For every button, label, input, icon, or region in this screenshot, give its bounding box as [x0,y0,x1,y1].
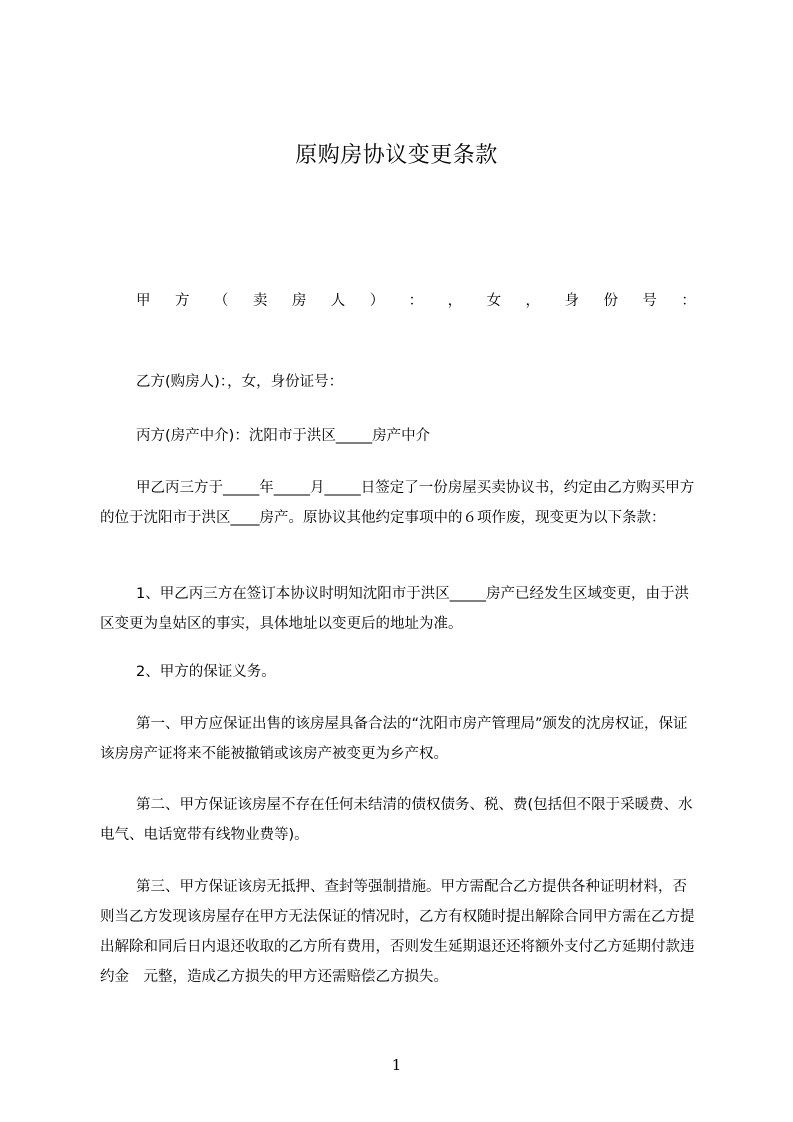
guarantee-second-paragraph: 第二、甲方保证该房屋不存在任何未结清的债权债务、税、费(包括但不限于采暖费、水电气、电话宽带有线物业费等)。 [100,797,693,843]
page-number: 1 [391,1056,402,1074]
party-a-char: 方 [174,293,190,309]
agreement-intro-paragraph: 甲乙丙三方于_____年_____月_____日签定了一份房屋买卖协议书，约定由乙方购买甲方的位于沈阳市于洪区____房产。原协议其他约定事项中的６项作废，现变更为以下条款： [100,480,695,526]
guarantee-third-paragraph: 第三、甲方保证该房无抵押、查封等强制措施。甲方需配合乙方提供各种证明材料，否则当乙方发现该房屋存在甲方无法保证的情况时，乙方有权随时提出解除合同甲方需在乙方提出解除和同后日内退还收取的乙方所有费用，否则发生延期退还还将额外支付乙方延期付款违约金 元整，造成乙方损失的甲方还需赔偿乙方损失。 [100,879,695,985]
party-a-char: ： [408,293,424,309]
document-title: 原购房协议变更条款 [295,143,498,168]
party-a-char: 号 [642,293,657,309]
party-c-line: 丙方(房产中介)：沈阳市于洪区_____房产中介 [136,428,431,444]
party-a-char: 女 [486,293,502,309]
party-a-char: 卖 [252,293,268,309]
party-a-char: 甲 [136,293,151,309]
party-a-char: ， [447,293,463,309]
party-a-char: 份 [603,293,618,309]
party-a-char: ： [681,293,696,309]
party-a-char: 身 [564,293,579,309]
party-a-char: ） [369,293,385,309]
party-a-char: ， [525,293,541,309]
clause-1-paragraph: 1、甲乙丙三方在签订本协议时明知沈阳市于洪区_____房产已经发生区域变更，由于洪区变更为皇姑区的事实，具体地址以变更后的地址为准。 [100,586,689,632]
party-a-char: 人 [330,293,346,309]
clause-2-heading: 2、甲方的保证义务。 [136,664,276,680]
party-a-line [136,286,696,316]
party-b-line: 乙方(购房人)：，女，身份证号： [136,374,344,390]
party-a-char: 房 [291,293,307,309]
party-a-char: （ [213,293,229,309]
guarantee-first-paragraph: 第一、甲方应保证出售的该房屋具备合法的“沈阳市房产管理局”颁发的沈房权证，保证该房房产证将来不能被撤销或该房产被变更为乡产权。 [100,716,688,762]
